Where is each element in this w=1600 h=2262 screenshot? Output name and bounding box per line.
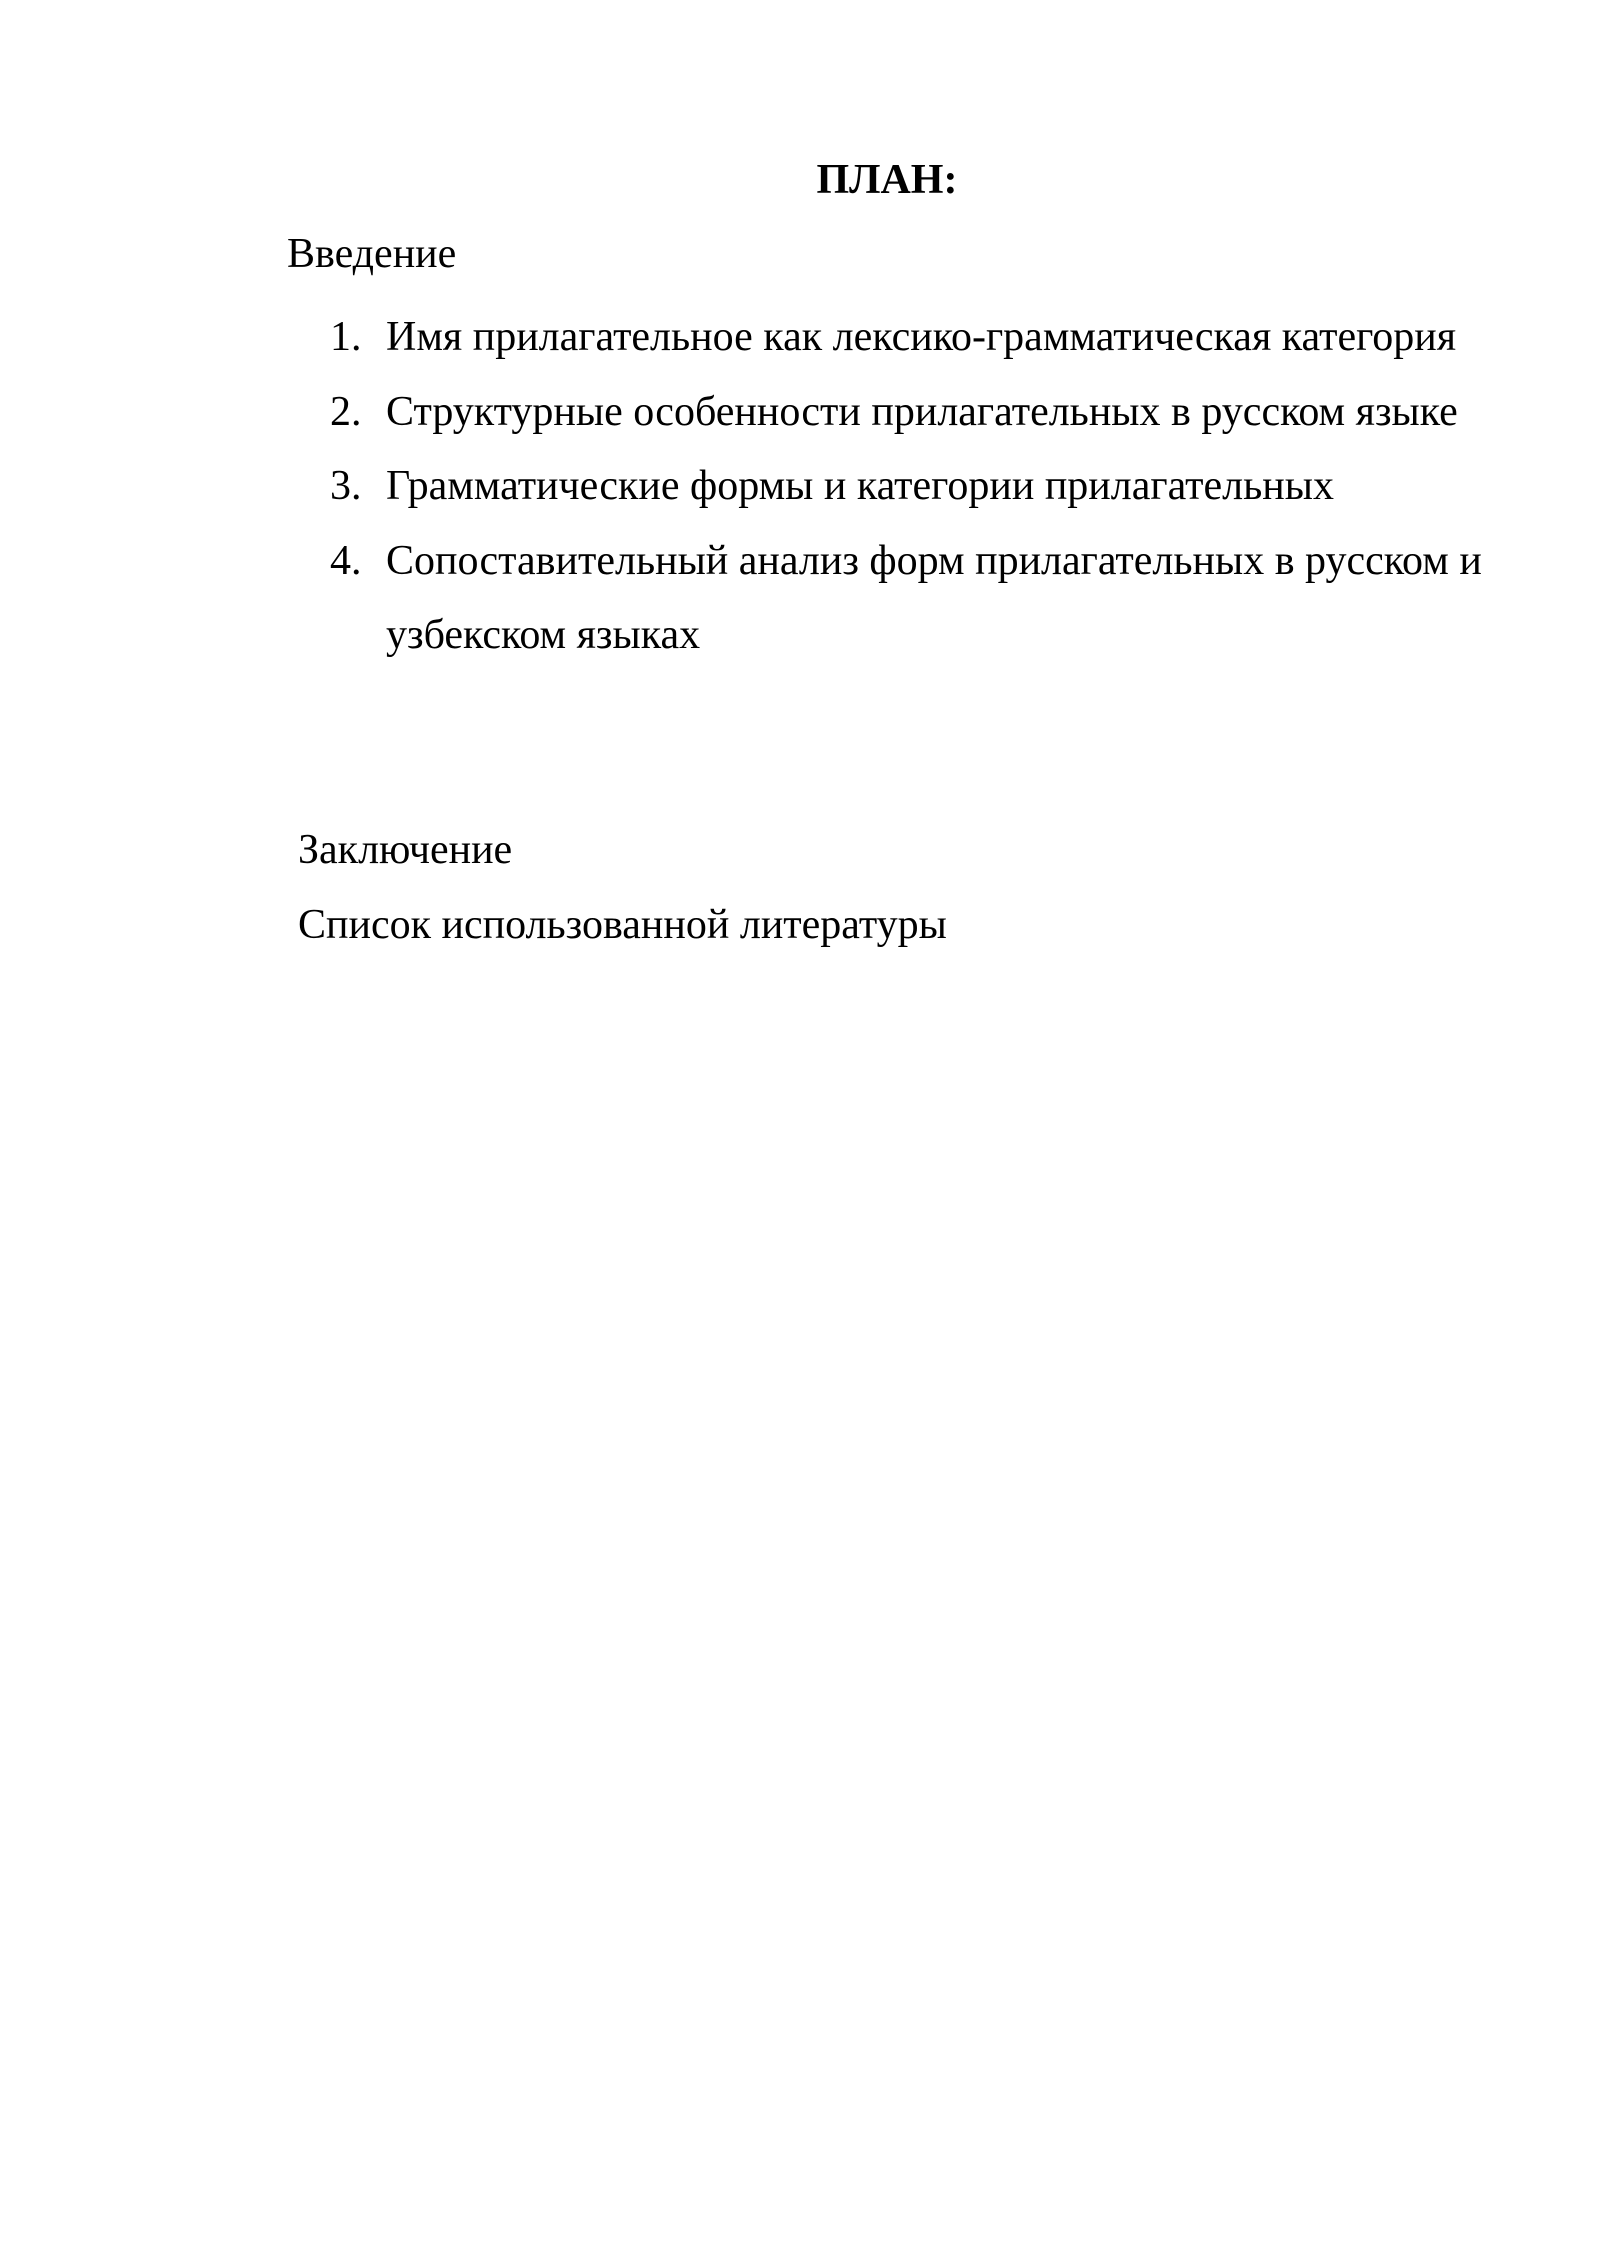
plan-item-text: Сопоставительный анализ форм прилагательных в русском и узбекском языках bbox=[386, 537, 1482, 658]
plan-item-2 bbox=[330, 375, 1510, 450]
plan-item-4 bbox=[330, 524, 1510, 673]
plan-item-text: Структурные особенности прилагательных в русском языке bbox=[386, 388, 1458, 435]
plan-item-3 bbox=[330, 449, 1510, 524]
plan-item-text: Имя прилагательное как лексико-грамматическая категория bbox=[386, 314, 1457, 360]
intro-heading: Введение bbox=[287, 231, 457, 277]
references-heading: Список использованной литературы bbox=[298, 902, 947, 948]
plan-item-number: 3. bbox=[330, 463, 362, 509]
plan-item-number: 4. bbox=[330, 537, 362, 584]
plan-item-1 bbox=[330, 300, 1510, 375]
plan-item-text: Грамматические формы и категории прилагательных bbox=[386, 463, 1334, 509]
plan-list bbox=[330, 300, 1510, 673]
conclusion-heading: Заключение bbox=[298, 827, 513, 873]
plan-item-number: 1. bbox=[330, 314, 362, 360]
page-title: ПЛАН: bbox=[816, 157, 958, 203]
plan-item-number: 2. bbox=[330, 388, 362, 435]
